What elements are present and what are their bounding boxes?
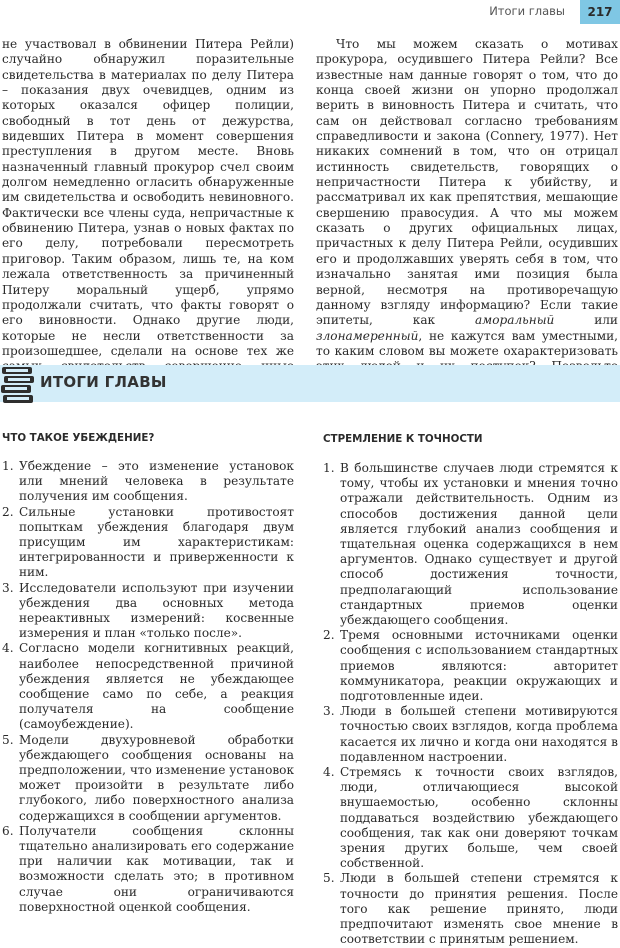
summary-list-left (2, 459, 294, 915)
item-text: Сильные установки противостоят попыткам убеждения благодаря двум присущим им характеристикам: интегрированности и приверженности к ним. (19, 504, 294, 580)
item-text: Стремясь к точности своих взглядов, люди, отличающиеся высокой внушаемостью, особенно склонны поддаваться воздействию убеждающего сообщения, так как они доверяют точкам зрения других больше, чем своей собственной. (340, 765, 618, 871)
list-item (2, 733, 294, 824)
item-text: В большинстве случаев люди стремятся к тому, чтобы их установки и мнения точно отражали действительность. Одним из способов достижения данной цели является глубокий анализ сообщения и тщательная оценка содержащихся в нем аргументов. Однако существует и другой способ достижения точности, предполагающий использование стандартных приемов оценки убеждающего сообщения. (340, 461, 618, 628)
item-number: 3. (323, 704, 335, 719)
list-item (323, 628, 618, 704)
summary-list-right (323, 461, 618, 948)
item-text: Модели двухуровневой обработки убеждающего сообщения основаны на предположении, что изменение установок может произойти в результате либо глубокого, либо поверхностного анализа содержащихся в сообщении аргументов. (19, 732, 295, 823)
item-number: 1. (2, 459, 14, 473)
item-text: Получатели сообщения склонны тщательно анализировать его содержание при наличии как мотивации, так и возможности сделать это; в противном случае они ограничиваются поверхностной оценкой сообщения. (19, 823, 294, 914)
item-text: Люди в большей степени стремятся к точности до принятия решения. После того как решение принято, люди предпочитают изменять свое мнение в соответствии с принятым решением. (340, 871, 618, 947)
list-item (323, 871, 618, 947)
list-item (2, 824, 294, 915)
paragraph (316, 37, 618, 405)
list-item (2, 581, 294, 642)
section-heading: ЧТО ТАКОЕ УБЕЖДЕНИЕ? (2, 432, 155, 444)
paragraph-text: или (554, 313, 618, 328)
item-number: 3. (2, 580, 14, 595)
item-number: 5. (323, 871, 335, 886)
item-number: 6. (2, 823, 14, 838)
italic-term: аморальный (474, 313, 555, 328)
paragraph: не участвовал в обвинении Питера Рейли) случайно обнаружил поразительные свидетельства в материалах по делу Питера – показания двух очевидцев, одним из которых оказался офицер полиции, свободный в тот день от дежурства, видевших Питера в момент совершения преступления в другом месте. Вновь назначенный главный прокурор счел своим долгом немедленно огласить обнаруженные им свидетельства и освободить невиновного. Фактически все члены суда, непричастные к обвинению Питера, узнав о новых фактах по его делу, потребовали пересмотреть приговор. Таким образом, лишь те, на ком лежала ответственность за причиненный Питеру моральный ущерб, упрямо продолжали считать, что факты говорят о его виновности. Однако другие люди, которые не несли ответственности за произошедшее, сделали на основе тех же (2, 37, 294, 358)
list-item (2, 505, 294, 581)
item-text: Тремя основными источниками оценки сообщения с использованием стандартных приемов являются: авторитет коммуникатора, реакции окружающих и подготовленные идеи. (340, 628, 618, 704)
paragraph-text: , не кажутся вам уместными, то каким словом вы можете охарактеризовать (316, 328, 618, 358)
item-text: Убеждение – это изменение установок или мнений человека в результате получения им сообщения. (19, 459, 294, 504)
list-item (323, 765, 618, 871)
list-item (323, 461, 618, 628)
banner-title: ИТОГИ ГЛАВЫ (40, 373, 167, 391)
item-number: 2. (323, 628, 335, 643)
section-heading: СТРЕМЛЕНИЕ К ТОЧНОСТИ (323, 433, 483, 445)
chapter-summary-banner (0, 365, 620, 402)
item-text: Люди в большей степени мотивируются точностью своих взглядов, когда проблема касается их лично и когда они находятся в подавленном настроении. (340, 704, 618, 764)
body-column-right (316, 37, 618, 405)
item-number: 4. (2, 641, 14, 656)
paragraph-text: Что мы можем сказать о мотивах прокурора, осудившего Питера Рейли? Все известные нам данные говорят о том, что до конца своей жизни он упорно продолжал верить в виновность Питера и считать, что сам он действовал согласно требованиям справедливости и закона (Connery, 1977). Нет никаких сомнений в том, что он отрицал истинность свидетельств, говорящих о непричастности Питера к убийству, и рассматривал их как препятствия, мешающие свершению правосудия. А что мы можем сказать о других официальных лицах, причастных к делу Питера Рейли, осудивших его и продолжавших уверять себя в том, что изначально занятая ими позиция была верной, несмотря на противоречащую данному взгляду информацию? Если такие эпитеты, как (316, 37, 618, 328)
page-number: 217 (580, 0, 620, 24)
list-item (323, 704, 618, 765)
item-number: 1. (323, 461, 335, 475)
item-text: Согласно модели когнитивных реакций, наиболее непосредственной причиной убеждения является не убеждающее сообщение само по себе, а реакция получателя на сообщение (самоубеждение). (19, 641, 294, 732)
item-text: Исследователи используют при изучении убеждения два основных метода нереактивных измерений: косвенные измерения и план «только после». (19, 580, 294, 641)
running-header-title: Итоги главы (489, 4, 565, 18)
item-number: 4. (323, 765, 335, 780)
list-item (2, 459, 294, 505)
body-column-left (2, 37, 294, 390)
italic-term: злонамеренный (316, 328, 419, 343)
item-number: 2. (2, 504, 14, 519)
list-item (2, 641, 294, 732)
item-number: 5. (2, 732, 14, 747)
books-stack-icon (0, 363, 36, 405)
